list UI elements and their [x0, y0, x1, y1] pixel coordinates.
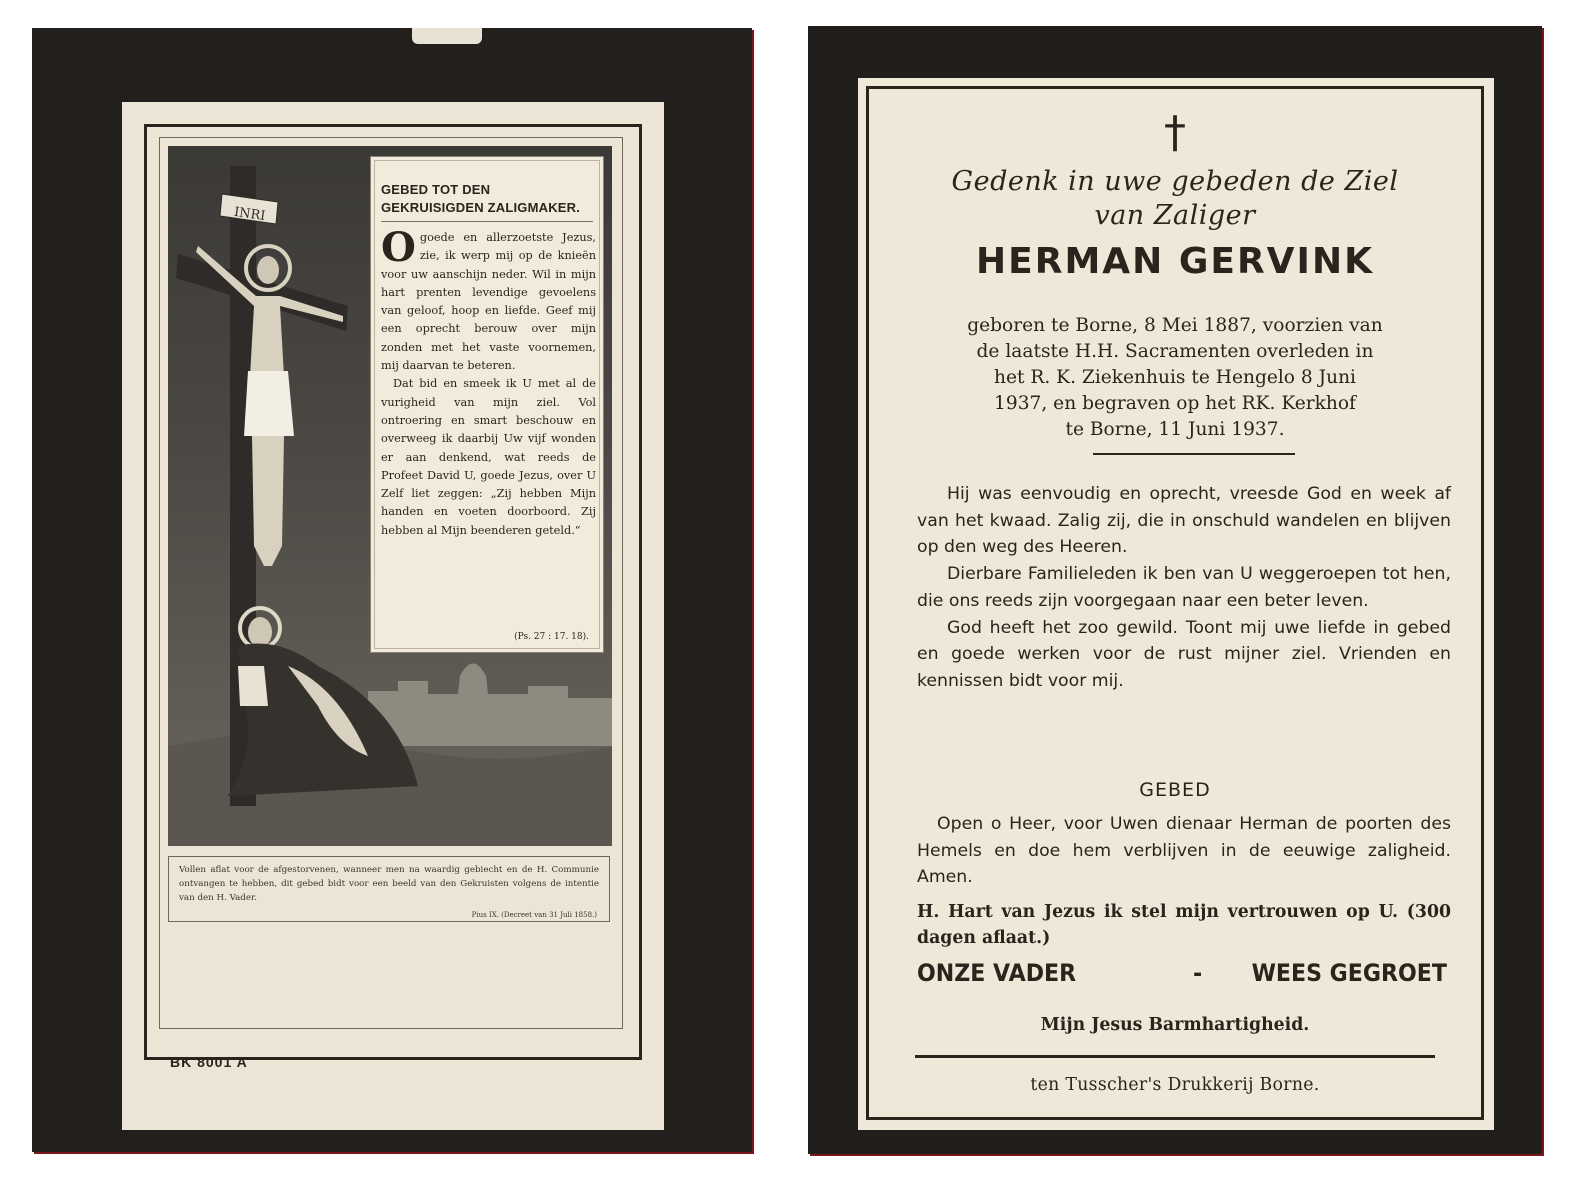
indulgence-reference: Pius IX. (Decreet van 31 Juli 1858.) [471, 911, 597, 919]
loincloth [244, 371, 294, 436]
prayers-row [917, 959, 1447, 993]
memorial-paragraph-1: Hij was eenvoudig en oprecht, vreesde God en week af van het kwaad. Zalig zij, die in onschuld wandelen en blijven op den weg des Heeren. [917, 484, 1451, 558]
memorial-text [917, 481, 1451, 695]
prayer-dropcap: O [381, 224, 416, 271]
memorial-paragraph-3: God heeft het zoo gewild. Toont mij uwe liefde in gebed en goede werken voor de rust mijner ziel. Vrienden en kennissen bidt voor mij. [917, 617, 1451, 691]
cross-icon: † [1164, 107, 1186, 158]
card-code: BK 8001 A [170, 1054, 248, 1070]
prayer-title-rule [381, 221, 593, 222]
prayer-title: GEBED TOT DEN GEKRUISIGDEN ZALIGMAKER. [381, 182, 581, 215]
details-line-2: de laatste H.H. Sacramenten overleden in [976, 341, 1374, 362]
right-card-paper [858, 78, 1494, 1130]
deceased-name: HERMAN GERVINK [976, 241, 1374, 282]
prayer-scroll [370, 156, 604, 653]
left-card-frame [144, 124, 642, 1060]
indulgence-text: Vollen aflat voor de afgestorvenen, wanneer men na waardig gebiecht en de H. Communie ontvangen te hebben, dit gebed bidt voor een beeld van den Gekruisten volgens de intentie van den H. Vader. [179, 865, 599, 903]
heading-line-2: van Zaliger [1094, 200, 1256, 231]
gebed-text [917, 811, 1451, 891]
memorial-heading [869, 165, 1481, 233]
prayer-paragraph-2: Dat bid en smeek ik U met al de vurigheid van mijn ziel. Vol ontroering en smart beschouw en overweeg ik daarbij Uw vijf wonden er aan denkend, wat reeds de Profeet David U, goede Jezus, over U Zelf liet zeggen: „Zij hebben Mijn handen en voeten doorboord. Zij hebben al Mijn beenderen geteld.“ [381, 377, 596, 537]
right-card-frame [866, 86, 1484, 1120]
onze-vader: ONZE VADER [917, 959, 1077, 987]
divider-short [1093, 453, 1295, 455]
crucifixion-illustration [168, 146, 612, 846]
inri-text: INRI [233, 204, 267, 225]
right-card [808, 26, 1542, 1154]
details-line-4: 1937, en begraven op het RK. Kerkhof [994, 393, 1356, 414]
prayer-reference: (Ps. 27 : 17. 18). [514, 632, 589, 642]
prayer-body [381, 224, 596, 540]
sacred-heart-invocation: H. Hart van Jezus ik stel mijn vertrouwen op U. (300 dagen aflaat.) [917, 902, 1451, 948]
divider-long [915, 1055, 1435, 1058]
details-line-5: te Borne, 11 Juni 1937. [1065, 419, 1285, 440]
gebed-heading: GEBED [1139, 779, 1211, 801]
mijn-jesus-line: Mijn Jesus Barmhartigheid. [1040, 1015, 1310, 1035]
left-card-inner-frame [159, 137, 623, 1029]
inri-plaque [220, 194, 278, 224]
left-card-paper [122, 102, 664, 1130]
printer-credit: ten Tusscher's Drukkerij Borne. [1030, 1075, 1320, 1095]
prayer-paragraph-1: goede en allerzoetste Jezus, zie, ik werp mij op de knieën voor uw aanschijn neder. Wil in mijn hart prenten levendige gevoelens van geloof, hoop en liefde. Geef mij een oprecht berouw over mijn zonden met het vaste voornemen, mij daarvan te beteren. [381, 231, 596, 373]
card-tab [412, 28, 482, 44]
city-silhouette [368, 664, 612, 747]
memorial-paragraph-2: Dierbare Familieleden ik ben van U weggeroepen tot hen, die ons reeds zijn voorgegaan naar een beter leven. [917, 564, 1451, 611]
birth-death-details [869, 313, 1481, 443]
wees-gegroet: WEES GEGROET [1251, 959, 1447, 987]
prayers-separator: - [1193, 959, 1203, 987]
left-card [32, 28, 752, 1152]
gebed-paragraph: Open o Heer, voor Uwen dienaar Herman de poorten des Hemels en doe hem verblijven in de eeuwige zaligheid. Amen. [917, 814, 1451, 888]
indulgence-box [168, 856, 610, 922]
details-line-1: geboren te Borne, 8 Mei 1887, voorzien van [967, 315, 1383, 336]
heading-line-1: Gedenk in uwe gebeden de Ziel [951, 166, 1399, 197]
details-line-3: het R. K. Ziekenhuis te Hengelo 8 Juni [994, 367, 1356, 388]
